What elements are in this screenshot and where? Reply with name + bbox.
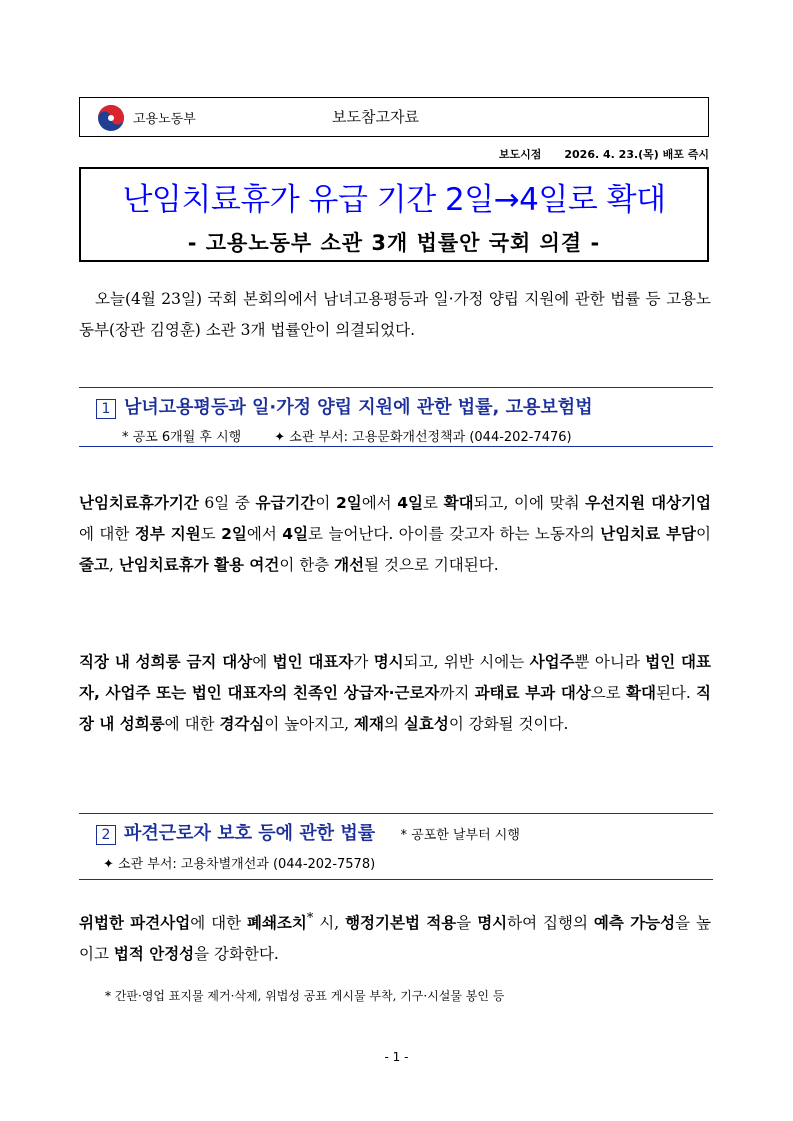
section-1-dept-note: ✦ 소관 부서: 고용문화개선정책과 (044-202-7476) (274, 430, 572, 445)
body-text: 로 늘어난다. 아이를 갖고자 하는 노동자의 (308, 525, 601, 543)
emphasis-text: 폐쇄조치 (246, 914, 307, 933)
section-2-dept-note: ✦ 소관 부서: 고용차별개선과 (044-202-7578) (103, 857, 376, 872)
section-1-title-row (96, 393, 593, 419)
body-text: 이 강화될 것이다. (448, 715, 569, 733)
body-text: 으로 (590, 684, 626, 702)
body-text: 을 높이고 (79, 914, 711, 964)
section-2-paragraph (79, 903, 711, 970)
emphasis-text: 위법한 파견사업 (79, 914, 191, 933)
body-text: 이 (696, 525, 711, 543)
intro-paragraph: 오늘(4월 23일) 국회 본회의에서 남녀고용평등과 일·가정 양립 지원에 관한 법률 등 고용노동부(장관 김영훈) 소관 3개 법률안이 의결되었다. (79, 290, 711, 339)
body-text: 에 대한 (190, 914, 247, 933)
body-text: 되고, 이에 맞춰 (473, 494, 586, 512)
emphasis-text: 사업주 (529, 653, 575, 671)
emphasis-text: 개선 (334, 556, 365, 574)
emphasis-text: 줄고 (79, 556, 109, 574)
emphasis-text: 확대 (443, 494, 474, 512)
subheadline: - 고용노동부 소관 3개 법률안 국회 의결 - (187, 231, 601, 255)
body-text: , (108, 556, 119, 574)
body-text: 하여 집행의 (507, 914, 594, 933)
body-text: 이 한층 (279, 556, 335, 574)
emphasis-text: 직장 내 성희롱 (79, 684, 712, 733)
body-text: 의 (383, 715, 404, 733)
emphasis-text: 경각심 (219, 715, 265, 733)
body-text: 을 (456, 914, 478, 933)
emphasis-text: 우선지원 대상기업 (585, 494, 712, 512)
body-text: 도 (200, 525, 222, 543)
release-label: 보도시점 (498, 148, 542, 161)
body-text: 에 대한 (79, 525, 135, 543)
emphasis-text: 행정기본법 적용 (345, 914, 457, 933)
emphasis-text: 제재 (354, 715, 384, 733)
body-text: 에 (252, 653, 273, 671)
emphasis-text: 4일 (282, 525, 309, 543)
emphasis-text: 과태료 부과 대상 (474, 684, 591, 702)
body-text: 이 (315, 494, 336, 512)
emphasis-text: 직장 내 성희롱 금지 대상 (79, 653, 253, 671)
page-number: - 1 - (384, 1050, 409, 1064)
section-2-title-row (96, 819, 520, 845)
release-info (499, 146, 709, 162)
emphasis-text: 난임치료 부담 (600, 525, 697, 543)
release-date: 2026. 4. 23.(목) 배포 즉시 (564, 148, 709, 161)
section-1-paragraph-2 (79, 647, 711, 740)
section-1-number: 1 (96, 399, 116, 419)
section-1-effective-note: * 공포 6개월 후 시행 (122, 430, 242, 445)
footnote-marker: * (306, 911, 314, 926)
body-text: 시, (313, 914, 346, 933)
ministry-name: 고용노동부 (133, 112, 196, 127)
body-text: 뿐 아니라 (574, 653, 646, 671)
body-text: 가 (353, 653, 374, 671)
section-2-footnote: * 간판·영업 표지물 제거·삭제, 위법성 공표 게시물 부착, 기구·시설물 봉인 등 (105, 989, 505, 1003)
ministry-logo-icon (96, 103, 126, 133)
body-text: 로 (423, 494, 444, 512)
emphasis-text: 법적 안정성 (113, 945, 195, 964)
emphasis-text: 확대 (625, 684, 656, 702)
body-text: 에 대한 (164, 715, 220, 733)
body-text: 되고, 위반 시에는 (403, 653, 530, 671)
body-text: 이 높아지고, (264, 715, 355, 733)
emphasis-text: 난임치료휴가기간 (79, 494, 199, 512)
emphasis-text: 명시 (477, 914, 508, 933)
body-text: 될 것으로 기대된다. (364, 556, 499, 574)
emphasis-text: 명시 (373, 653, 404, 671)
section-1-title: 남녀고용평등과 일·가정 양립 지원에 관한 법률, 고용보험법 (124, 397, 593, 418)
body-text: 6일 중 (198, 494, 256, 512)
emphasis-text: 법인 대표자, 사업주 또는 법인 대표자의 친족인 상급자·근로자 (79, 653, 711, 702)
section-2-effective-note: * 공포한 날부터 시행 (400, 828, 520, 843)
emphasis-text: 2일 (335, 494, 362, 512)
section-2-title: 파견근로자 보호 등에 관한 법률 (124, 823, 376, 844)
body-text: 된다. (655, 684, 697, 702)
headline: 난임치료휴가 유급 기간 2일→4일로 확대 (122, 182, 666, 218)
section-1-notes (122, 426, 572, 445)
emphasis-text: 4일 (397, 494, 424, 512)
emphasis-text: 2일 (221, 525, 247, 543)
emphasis-text: 실효성 (403, 715, 449, 733)
body-text: 을 강화한다. (194, 945, 279, 964)
section-2-number: 2 (96, 825, 116, 845)
emphasis-text: 유급기간 (255, 494, 316, 512)
emphasis-text: 예측 가능성 (593, 914, 676, 933)
emphasis-text: 법인 대표자 (272, 653, 354, 671)
document-type: 보도참고자료 (332, 108, 419, 126)
body-text: 에서 (246, 525, 283, 543)
section-1-paragraph-1 (79, 488, 711, 581)
body-text: 에서 (361, 494, 398, 512)
emphasis-text: 정부 지원 (134, 525, 201, 543)
body-text: 까지 (439, 684, 475, 702)
emphasis-text: 난임치료휴가 활용 여건 (118, 556, 280, 574)
